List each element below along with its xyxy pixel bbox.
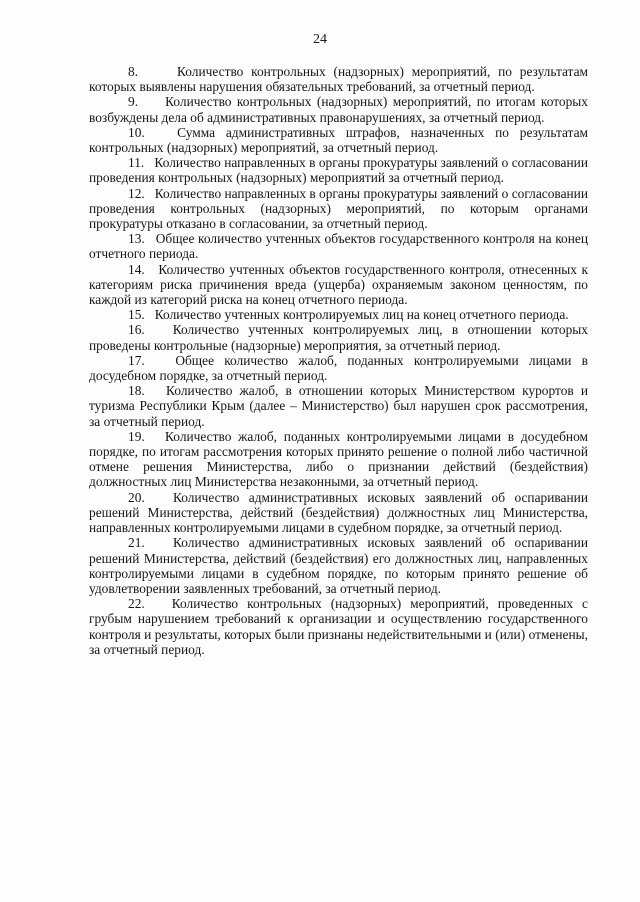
list-item: 13. Общее количество учтенных объектов государственного контроля на конец отчетного периода. (89, 231, 588, 262)
list-item: 22. Количество контрольных (надзорных) мероприятий, проведенных с грубым нарушением требований к организации и осуществлению государственного контроля и результаты, которых были признаны недействительными и (или) отменены, за отчетный период. (89, 596, 588, 657)
list-item: 15. Количество учтенных контролируемых лиц на конец отчетного периода. (128, 307, 569, 323)
list-item: 20. Количество административных исковых заявлений об оспаривании решений Министерства, действий (бездействия) должностных лиц Министерства, направленных контролируемыми лицами в судебном порядке, за отчетный период. (89, 489, 588, 536)
list-item: 9. Количество контрольных (надзорных) мероприятий, по итогам которых возбуждены дела об административных правонарушениях, за отчетный период. (89, 94, 588, 125)
page-number: 24 (313, 32, 327, 47)
list-item: 16. Количество учтенных контролируемых лиц, в отношении которых проведены контрольные (надзорные) мероприятия, за отчетный период. (89, 322, 588, 353)
list-item: 12. Количество направленных в органы прокуратуры заявлений о согласовании проведения контрольных (надзорных) мероприятий, по которым органами прокуратуры отказано в согласовании, за отчетный период. (89, 185, 589, 232)
list-item: 17. Общее количество жалоб, поданных контролируемыми лицами в досудебном порядке, за отчетный период. (89, 352, 588, 384)
list-item: 11. Количество направленных в органы прокуратуры заявлений о согласовании проведения контрольных (надзорных) мероприятий за отчетный период. (89, 155, 588, 186)
list-item: 18. Количество жалоб, в отношении которых Министерством курортов и туризма Республики Крым (далее – Министерство) был нарушен срок рассмотрения, за отчетный период. (89, 383, 588, 429)
list-item: 19. Количество жалоб, поданных контролируемыми лицами в досудебном порядке, по итогам рассмотрения которых принято решение о полной либо частичной отмене решения Министерства, либо о признании действий (бездействия) должностных лиц Министерства незаконными, за отчетный период. (89, 428, 588, 490)
list-item: 10. Сумма административных штрафов, назначенных по результатам контрольных (надзорных) мероприятий, за отчетный период. (89, 124, 588, 156)
list-item: 21. Количество административных исковых заявлений об оспаривании решений Министерства, действий (бездействия) его должностных лиц, направленных контролируемыми лицами в судебном порядке, по которым принято решение об удовлетворении заявленных требований, за отчетный период. (89, 535, 588, 596)
document-body (89, 64, 588, 657)
list-item: 8. Количество контрольных (надзорных) мероприятий, по результатам которых выявлены нарушения обязательных требований, за отчетный период. (89, 64, 588, 95)
list-item: 14. Количество учтенных объектов государственного контроля, отнесенных к категориям риска причинения вреда (ущерба) охраняемым законом ценностям, по каждой из категорий риска на конец отчетного периода. (89, 261, 588, 308)
